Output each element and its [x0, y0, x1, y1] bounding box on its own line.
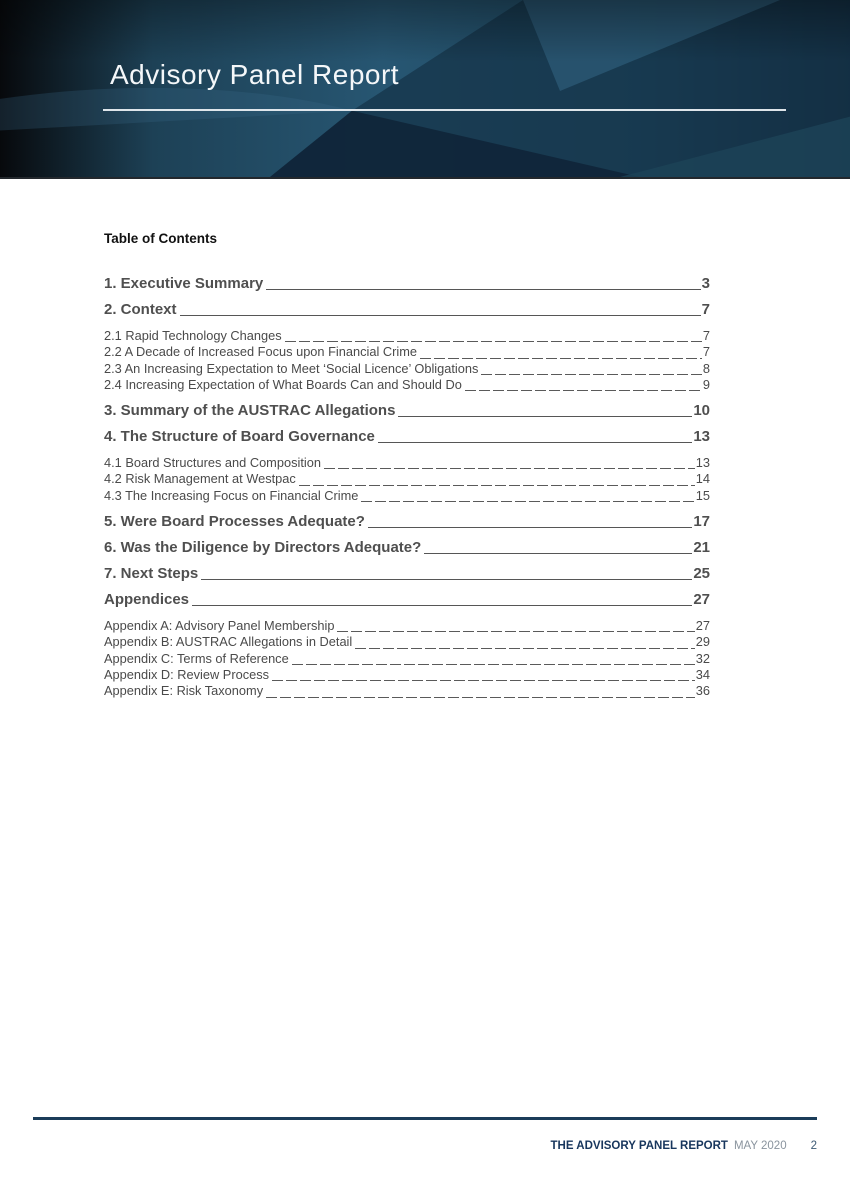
toc-entry-label: Appendix B: AUSTRAC Allegations in Detail — [104, 634, 353, 650]
toc-entry[interactable] — [104, 377, 710, 393]
toc-leader-line — [355, 648, 695, 649]
toc-entry[interactable] — [104, 471, 710, 487]
toc-page-number: 13 — [695, 455, 710, 471]
toc-leader-line — [398, 416, 692, 417]
toc-entry-label: Appendices — [104, 591, 190, 609]
toc-entry[interactable] — [104, 683, 710, 699]
toc-entry[interactable] — [104, 361, 710, 377]
header-banner — [0, 0, 850, 179]
toc-entry[interactable] — [104, 301, 710, 318]
toc-entry-label: 7. Next Steps — [104, 565, 199, 583]
toc-leader-line — [180, 315, 701, 316]
footer-page-number: 2 — [810, 1140, 817, 1152]
toc-leader-line — [324, 468, 695, 469]
toc-page-number: 3 — [701, 275, 710, 292]
toc-leader-line — [368, 527, 692, 528]
banner-content — [103, 0, 792, 111]
toc-heading: Table of Contents — [104, 231, 217, 246]
toc-entry[interactable] — [104, 618, 710, 634]
toc-entry-label: 3. Summary of the AUSTRAC Allegations — [104, 402, 396, 420]
toc-entry-list — [104, 275, 710, 700]
toc-leader-line — [337, 631, 694, 632]
toc-leader-line — [201, 579, 692, 580]
footer-report-title: THE ADVISORY PANEL REPORT — [550, 1140, 728, 1152]
toc-page-number: 15 — [695, 487, 710, 503]
toc-page-number: 27 — [695, 618, 710, 634]
toc-entry[interactable] — [104, 344, 710, 360]
toc-page-number: 34 — [695, 666, 710, 682]
toc-page-number: 17 — [693, 513, 710, 531]
toc-entry-label: 4.3 The Increasing Focus on Financial Crime — [104, 487, 359, 503]
toc-page-number: 10 — [693, 402, 710, 420]
toc-entry[interactable] — [104, 402, 710, 419]
toc-leader-line — [285, 341, 702, 342]
toc-entry[interactable] — [104, 634, 710, 650]
toc-entry-label: 5. Were Board Processes Adequate? — [104, 513, 365, 531]
toc-entry[interactable] — [104, 488, 710, 504]
toc-entry[interactable] — [104, 651, 710, 667]
toc-entry-label: 1. Executive Summary — [104, 275, 264, 292]
toc-leader-line — [465, 390, 702, 391]
toc-leader-line — [378, 442, 692, 443]
toc-leader-line — [420, 358, 702, 359]
toc-entry[interactable] — [104, 275, 710, 292]
table-of-contents — [104, 179, 710, 700]
toc-page-number: 27 — [693, 591, 710, 609]
toc-page-number: 14 — [695, 471, 710, 487]
toc-entry-label: 2.2 A Decade of Increased Focus upon Financial Crime — [104, 344, 417, 360]
toc-page-number: 36 — [695, 683, 710, 699]
toc-entry[interactable] — [104, 455, 710, 471]
toc-entry[interactable] — [104, 428, 710, 445]
toc-leader-line — [481, 374, 701, 375]
toc-leader-line — [266, 289, 700, 290]
toc-entry-label: Appendix A: Advisory Panel Membership — [104, 618, 335, 634]
toc-entry-label: 4.2 Risk Management at Westpac — [104, 471, 296, 487]
toc-page-number: 8 — [702, 360, 710, 376]
toc-leader-line — [192, 605, 692, 606]
toc-entry-label: Appendix D: Review Process — [104, 666, 270, 682]
toc-entry-label: Appendix C: Terms of Reference — [104, 650, 289, 666]
toc-leader-line — [266, 697, 695, 698]
toc-entry-label: 2. Context — [104, 301, 177, 318]
toc-entry-label: Appendix E: Risk Taxonomy — [104, 683, 264, 699]
toc-page-number: 32 — [695, 650, 710, 666]
toc-page-number: 21 — [693, 539, 710, 557]
toc-leader-line — [361, 501, 694, 502]
toc-leader-line — [292, 664, 695, 665]
toc-entry[interactable] — [104, 539, 710, 556]
toc-entry-label: 6. Was the Diligence by Directors Adequate? — [104, 539, 422, 557]
toc-entry-label: 2.4 Increasing Expectation of What Boards Can and Should Do — [104, 376, 462, 392]
toc-entry[interactable] — [104, 667, 710, 683]
toc-entry-label: 4. The Structure of Board Governance — [104, 428, 375, 446]
toc-entry[interactable] — [104, 513, 710, 530]
toc-leader-line — [272, 680, 695, 681]
footer — [551, 1139, 817, 1153]
report-title: Advisory Panel Report — [110, 59, 400, 90]
toc-leader-line — [424, 553, 692, 554]
footer-rule — [33, 1117, 817, 1120]
toc-entry[interactable] — [104, 328, 710, 344]
toc-page-number: 7 — [702, 328, 710, 343]
footer-date: MAY 2020 — [733, 1140, 787, 1152]
toc-page-number: 7 — [701, 301, 710, 318]
title-underline — [103, 109, 786, 111]
toc-entry-label: 2.3 An Increasing Expectation to Meet ‘Social Licence’ Obligations — [104, 360, 479, 376]
toc-page-number: 13 — [693, 428, 710, 446]
toc-entry-label: 4.1 Board Structures and Composition — [104, 455, 321, 471]
toc-entry[interactable] — [104, 591, 710, 608]
toc-page-number: 9 — [702, 376, 710, 392]
toc-page-number: 29 — [695, 634, 710, 650]
toc-page-number: 7 — [702, 344, 710, 360]
toc-page-number: 25 — [693, 565, 710, 583]
toc-leader-line — [299, 485, 695, 486]
toc-entry[interactable] — [104, 565, 710, 582]
toc-entry-label: 2.1 Rapid Technology Changes — [104, 328, 282, 343]
